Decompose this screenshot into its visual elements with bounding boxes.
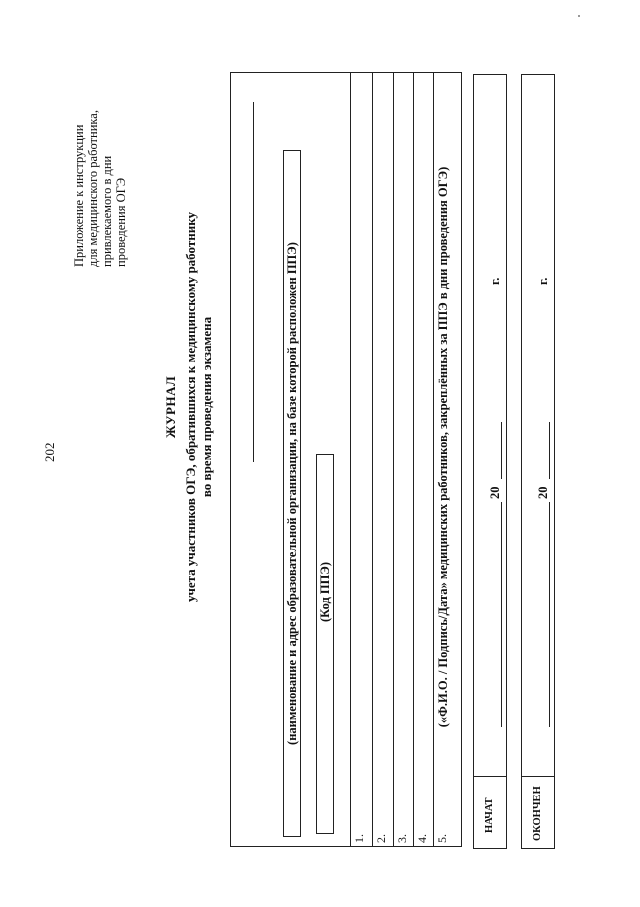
annex-line: для медицинского работника, <box>86 110 100 267</box>
row-number: 4. <box>415 834 429 843</box>
row-number: 3. <box>395 834 409 843</box>
start-day-line <box>501 502 502 727</box>
journal-frame <box>230 72 462 847</box>
page-number: 202 <box>42 442 57 462</box>
end-year-suffix: г. <box>536 277 550 285</box>
journal-subtitle-2: во время проведения экзамена <box>199 316 214 498</box>
row-divider <box>393 72 394 847</box>
start-year-prefix: 20 <box>488 486 502 499</box>
row-number: 5. <box>435 834 449 843</box>
journal-subtitle: учета участников ОГЭ, обратившихся к медицинскому работнику <box>183 212 198 602</box>
end-year-prefix: 20 <box>536 486 550 499</box>
annex-line: Приложение к инструкции <box>72 124 86 267</box>
row-number: 1. <box>352 834 366 843</box>
annex-line: привлекаемого в дни <box>100 155 114 267</box>
row-divider <box>413 72 414 847</box>
code-caption: (Код ППЭ) <box>318 561 332 623</box>
end-date-separator <box>521 776 555 777</box>
end-day-line <box>549 502 550 727</box>
row-divider <box>433 72 434 847</box>
annex-line: проведения ОГЭ <box>114 177 128 267</box>
journal-title: ЖУРНАЛ <box>163 375 178 439</box>
start-label: НАЧАТ <box>484 797 495 833</box>
row-divider <box>350 72 351 847</box>
start-year-suffix: г. <box>488 277 502 285</box>
end-label: ОКОНЧЕН <box>532 786 543 841</box>
fio-caption: («Ф.И.О. / Подпись/Дата» медицинских работников, закреплённых за ППЭ в дни проведения ОГЭ) <box>436 166 450 728</box>
end-year-line <box>549 422 550 479</box>
start-year-line <box>501 422 502 479</box>
start-date-separator <box>473 776 507 777</box>
row-number: 2. <box>374 834 388 843</box>
row-divider <box>372 72 373 847</box>
scan-speck <box>578 15 580 17</box>
school-name-line <box>253 102 254 462</box>
org-caption: (наименование и адрес образовательной организации, на базе которой расположен ППЭ) <box>285 242 299 745</box>
annex-note <box>72 37 128 267</box>
